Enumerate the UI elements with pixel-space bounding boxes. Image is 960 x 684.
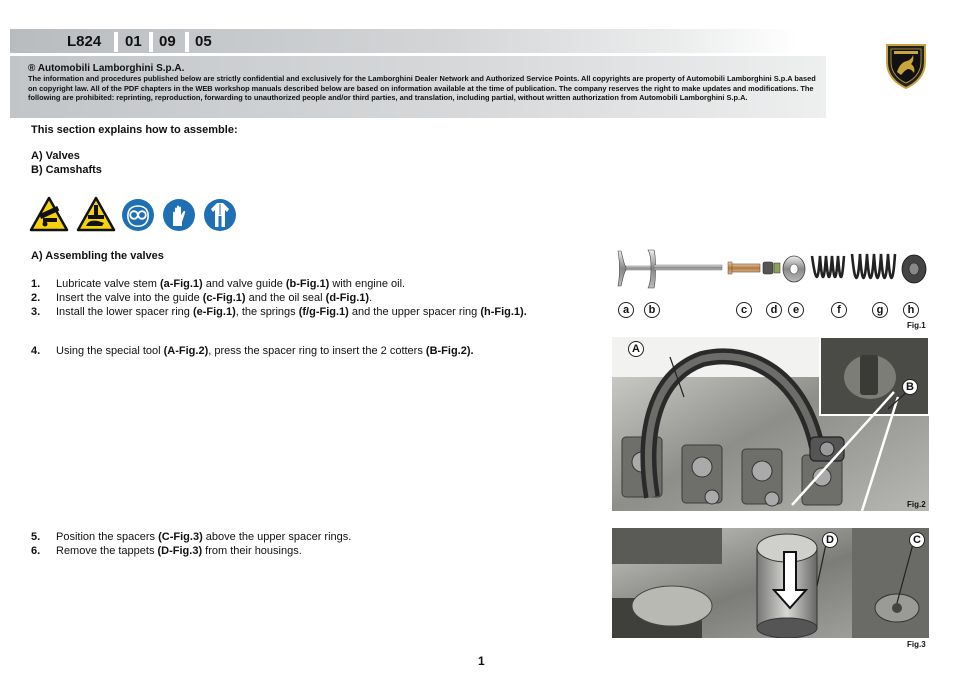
code-separator: [185, 32, 189, 52]
code-separator: [149, 32, 153, 52]
cylinder-head-tool-illustration: [612, 337, 929, 511]
step-number: 6.: [31, 545, 41, 557]
callout-d: d: [766, 302, 782, 318]
callout-h: h: [903, 302, 919, 318]
step-1-text: Lubricate valve stem (a-Fig.1) and valve guide (b-Fig.1) with engine oil.: [56, 278, 406, 290]
legal-title: ® Automobili Lamborghini S.p.A.: [28, 63, 185, 74]
step-2-text: Insert the valve into the guide (c-Fig.1) and the oil seal (d-Fig.1).: [56, 292, 373, 304]
callout-f: f: [831, 302, 847, 318]
step-number: 5.: [31, 531, 41, 543]
callout-A: A: [628, 341, 644, 357]
figure-3-photo-tappets: [612, 528, 929, 638]
figure-1-label: Fig.1: [907, 321, 926, 330]
overalls-icon: [203, 198, 237, 232]
step-number: 3.: [31, 306, 41, 318]
callout-e: e: [788, 302, 804, 318]
doc-code-group: 01: [125, 33, 142, 50]
callout-C: C: [909, 532, 925, 548]
callout-g: g: [872, 302, 888, 318]
figure-3-label: Fig.3: [907, 640, 926, 649]
callout-c: c: [736, 302, 752, 318]
figure-2-photo-special-tool: [612, 337, 929, 511]
safety-goggles-icon: [121, 198, 155, 232]
callout-D: D: [822, 532, 838, 548]
callout-a: a: [618, 302, 634, 318]
step-6-text: Remove the tappets (D-Fig.3) from their housings.: [56, 545, 302, 557]
intro-item-valves: A) Valves: [31, 150, 80, 162]
tappet-housings-illustration: [612, 528, 929, 638]
doc-code-model: L824: [67, 33, 102, 50]
intro-heading: This section explains how to assemble:: [31, 124, 238, 136]
doc-code-section: 05: [195, 33, 212, 50]
section-heading-assembling-valves: A) Assembling the valves: [31, 250, 164, 262]
step-number: 4.: [31, 345, 41, 357]
protective-gloves-icon: [162, 198, 196, 232]
callout-B: B: [902, 379, 918, 395]
page-number: 1: [478, 654, 485, 668]
step-5-text: Position the spacers (C-Fig.3) above the upper spacer rings.: [56, 531, 352, 543]
figure-2-label: Fig.2: [907, 500, 926, 509]
doc-code-subgroup: 09: [159, 33, 176, 50]
step-number: 2.: [31, 292, 41, 304]
lamborghini-shield-logo: [883, 42, 929, 90]
callout-b: b: [644, 302, 660, 318]
figure-1-valve-components: [612, 248, 930, 320]
step-number: 1.: [31, 278, 41, 290]
code-separator: [114, 32, 118, 52]
legal-text: The information and procedures published below are strictly confidential and exclusively for the Lamborghini Dealer Network and Authorized Service Points. All copyrights are property of Automobili Lamborghini S.p.A based on copyright law. All of the PDF chapters in the WEB workshop manuals described below are based on information available at the time of publication. The company reserves the right to make updates and modifications. The following are prohibited: reprinting, reproduction, forwarding to unauthorized people and/or third parties, and translation, including partial, without written authorization from Automobili Lamborghini S.p.A.: [28, 74, 816, 102]
step-3-text: Install the lower spacer ring (e-Fig.1), the springs (f/g-Fig.1) and the upper spacer ring (h-Fig.1).: [56, 306, 527, 318]
hand-injury-warning-icon: [76, 196, 116, 232]
crush-hazard-warning-icon: [29, 196, 69, 232]
intro-item-camshafts: B) Camshafts: [31, 164, 102, 176]
step-4-text: Using the special tool (A-Fig.2), press the spacer ring to insert the 2 cotters (B-Fig.2).: [56, 345, 474, 357]
